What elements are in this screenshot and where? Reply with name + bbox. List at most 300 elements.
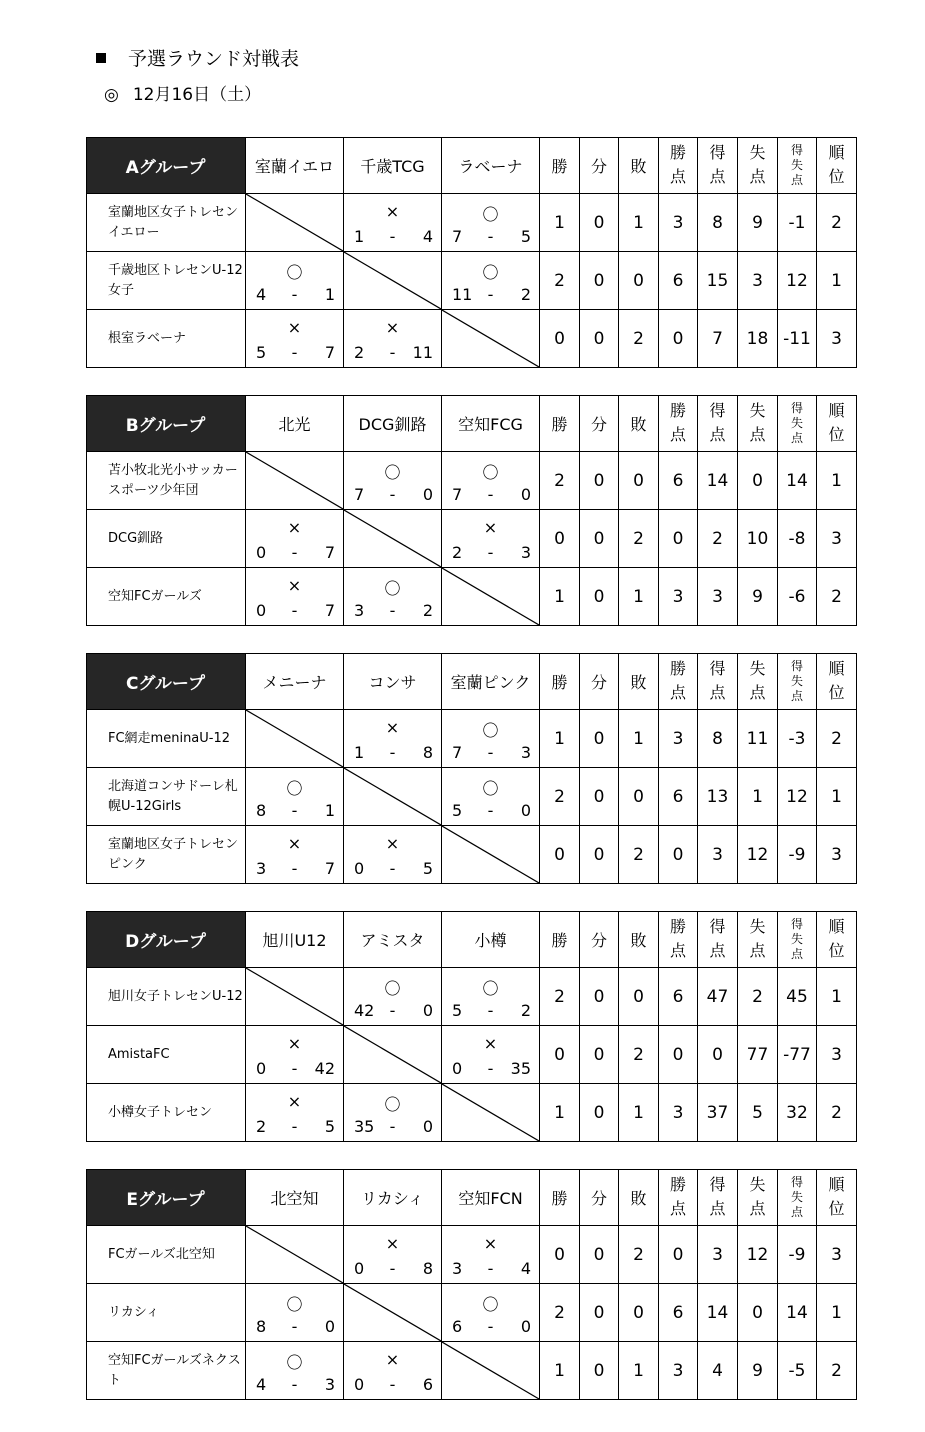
header-char: 順 <box>828 401 845 420</box>
column-header-team: リカシィ <box>344 1169 442 1226</box>
diagonal-line <box>344 1026 441 1083</box>
stat-losses: 1 <box>619 568 659 626</box>
score-dash: - <box>487 1001 494 1020</box>
match-result <box>246 768 344 826</box>
stat-draws: 0 <box>580 194 619 252</box>
match-result <box>246 826 344 884</box>
stat-wins: 2 <box>540 968 580 1026</box>
header-char: 点 <box>749 941 766 960</box>
stat-rank: 1 <box>817 768 857 826</box>
score-away: 3 <box>520 743 531 762</box>
score-dash: - <box>487 743 494 762</box>
loss-cross-icon: × <box>287 576 302 595</box>
score-away: 3 <box>324 1375 335 1394</box>
loss-cross-icon: × <box>483 1234 498 1253</box>
diagonal-cell <box>246 968 344 1026</box>
header-char: 失 <box>790 415 803 430</box>
team-name: 室蘭地区女子トレセンイエロー <box>86 194 246 252</box>
team-name: リカシィ <box>86 1284 246 1342</box>
score-dash: - <box>291 1117 298 1136</box>
header-char: 順 <box>828 659 845 678</box>
header-char: 得 <box>709 401 726 420</box>
header-char: 位 <box>828 683 845 702</box>
loss-cross-icon: × <box>385 318 400 337</box>
score-away: 0 <box>520 801 531 820</box>
team-name: FC網走meninaU-12 <box>86 710 246 768</box>
match-date: 12月16日（土） <box>132 85 262 105</box>
diagonal-line <box>246 1226 343 1283</box>
stat-points: 0 <box>659 1226 698 1284</box>
score-dash: - <box>291 859 298 878</box>
score-home: 7 <box>452 485 463 504</box>
win-circle-icon: 〇 <box>286 1295 303 1314</box>
score-home: 8 <box>256 801 267 820</box>
score-dash: - <box>389 601 396 620</box>
stat-draws: 0 <box>580 568 619 626</box>
score-away: 7 <box>324 543 335 562</box>
header-char: 失 <box>790 673 803 688</box>
header-goal-diff <box>778 653 817 710</box>
header-char: 得 <box>709 1175 726 1194</box>
header-goals-against <box>738 395 778 452</box>
header-char: 失 <box>790 1189 803 1204</box>
stat-wins: 0 <box>540 510 580 568</box>
stat-losses: 0 <box>619 968 659 1026</box>
win-circle-icon: 〇 <box>384 1095 401 1114</box>
match-result <box>246 252 344 310</box>
stat-wins: 2 <box>540 768 580 826</box>
stat-goal-diff: -77 <box>778 1026 817 1084</box>
stat-wins: 0 <box>540 1226 580 1284</box>
loss-cross-icon: × <box>385 718 400 737</box>
stat-goals-for: 3 <box>698 568 738 626</box>
team-name: 旭川女子トレセンU-12 <box>86 968 246 1026</box>
header-char: 順 <box>828 1175 845 1194</box>
stat-goals-against: 0 <box>738 452 778 510</box>
score-dash: - <box>291 285 298 304</box>
diagonal-line <box>442 1342 539 1399</box>
header-char: 失 <box>749 401 766 420</box>
column-header-team: コンサ <box>344 653 442 710</box>
stat-points: 6 <box>659 968 698 1026</box>
match-result <box>442 968 540 1026</box>
header-goal-diff <box>778 137 817 194</box>
header-char: 点 <box>749 425 766 444</box>
score-dash: - <box>487 227 494 246</box>
stat-wins: 0 <box>540 826 580 884</box>
diagonal-cell <box>344 510 442 568</box>
stat-goals-for: 7 <box>698 310 738 368</box>
header-draw: 分 <box>580 653 619 710</box>
stat-wins: 1 <box>540 1084 580 1142</box>
header-rank <box>817 395 857 452</box>
team-name: AmistaFC <box>86 1026 246 1084</box>
loss-cross-icon: × <box>385 1350 400 1369</box>
stat-losses: 0 <box>619 1284 659 1342</box>
score-dash: - <box>389 1117 396 1136</box>
loss-cross-icon: × <box>483 1034 498 1053</box>
header-char: 得 <box>790 658 803 673</box>
score-home: 1 <box>354 743 365 762</box>
team-name: DCG釧路 <box>86 510 246 568</box>
team-name: 室蘭地区女子トレセンピンク <box>86 826 246 884</box>
score-away: 0 <box>422 485 433 504</box>
score-home: 42 <box>354 1001 375 1020</box>
stat-goals-for: 3 <box>698 1226 738 1284</box>
diagonal-cell <box>344 1284 442 1342</box>
score-away: 7 <box>324 601 335 620</box>
stat-points: 6 <box>659 768 698 826</box>
header-win: 勝 <box>540 653 580 710</box>
score-dash: - <box>389 485 396 504</box>
group-name: Bグループ <box>86 395 246 452</box>
loss-cross-icon: × <box>385 1234 400 1253</box>
column-header-team: 北光 <box>246 395 344 452</box>
score-away: 8 <box>422 1259 433 1278</box>
column-header-team: 空知FCG <box>442 395 540 452</box>
match-result <box>442 768 540 826</box>
team-name: FCガールズ北空知 <box>86 1226 246 1284</box>
group-name: Dグループ <box>86 911 246 968</box>
header-goals-for <box>698 1169 738 1226</box>
score-away: 4 <box>422 227 433 246</box>
stat-rank: 1 <box>817 452 857 510</box>
header-char: 失 <box>749 659 766 678</box>
stat-rank: 2 <box>817 1342 857 1400</box>
stat-rank: 2 <box>817 1084 857 1142</box>
score-home: 0 <box>354 1375 365 1394</box>
column-header-team: DCG釧路 <box>344 395 442 452</box>
stat-rank: 2 <box>817 568 857 626</box>
diagonal-line <box>442 826 539 883</box>
header-char: 位 <box>828 425 845 444</box>
stat-losses: 2 <box>619 826 659 884</box>
match-result <box>442 710 540 768</box>
stat-points: 0 <box>659 826 698 884</box>
stat-losses: 2 <box>619 1026 659 1084</box>
win-circle-icon: 〇 <box>482 979 499 998</box>
score-home: 5 <box>256 343 267 362</box>
header-draw: 分 <box>580 395 619 452</box>
score-dash: - <box>487 1317 494 1336</box>
column-header-team: 室蘭イエロ <box>246 137 344 194</box>
stat-goal-diff: 45 <box>778 968 817 1026</box>
match-result <box>442 510 540 568</box>
score-away: 5 <box>520 227 531 246</box>
stat-goal-diff: -6 <box>778 568 817 626</box>
stat-goals-for: 0 <box>698 1026 738 1084</box>
header-char: 得 <box>709 143 726 162</box>
stat-goals-for: 13 <box>698 768 738 826</box>
match-result <box>246 1084 344 1142</box>
header-char: 点 <box>790 946 803 961</box>
score-home: 2 <box>354 343 365 362</box>
header-loss: 敗 <box>619 137 659 194</box>
header-char: 点 <box>709 941 726 960</box>
stat-goals-for: 14 <box>698 1284 738 1342</box>
match-result <box>246 310 344 368</box>
match-result <box>246 1342 344 1400</box>
stat-losses: 1 <box>619 710 659 768</box>
score-home: 7 <box>354 485 365 504</box>
win-circle-icon: 〇 <box>482 463 499 482</box>
column-header-team: 小樽 <box>442 911 540 968</box>
match-result <box>442 1026 540 1084</box>
stat-rank: 3 <box>817 1226 857 1284</box>
stat-goal-diff: 12 <box>778 768 817 826</box>
header-char: 失 <box>790 157 803 172</box>
header-char: 勝 <box>669 917 686 936</box>
stat-goals-against: 10 <box>738 510 778 568</box>
team-name: 北海道コンサドーレ札幌U-12Girls <box>86 768 246 826</box>
score-away: 8 <box>422 743 433 762</box>
group-table <box>86 137 857 368</box>
score-away: 0 <box>520 485 531 504</box>
header-char: 勝 <box>669 1175 686 1194</box>
header-win: 勝 <box>540 395 580 452</box>
score-home: 11 <box>452 285 473 304</box>
match-result <box>344 1342 442 1400</box>
score-dash: - <box>389 859 396 878</box>
loss-cross-icon: × <box>287 1092 302 1111</box>
diagonal-line <box>344 768 441 825</box>
header-char: 失 <box>749 917 766 936</box>
header-goals-for <box>698 395 738 452</box>
header-win: 勝 <box>540 1169 580 1226</box>
match-result <box>246 1026 344 1084</box>
score-home: 4 <box>256 1375 267 1394</box>
diagonal-line <box>344 510 441 567</box>
win-circle-icon: 〇 <box>286 263 303 282</box>
diagonal-cell <box>246 1226 344 1284</box>
column-header-team: 旭川U12 <box>246 911 344 968</box>
score-dash: - <box>291 343 298 362</box>
stat-goals-against: 2 <box>738 968 778 1026</box>
diagonal-cell <box>246 452 344 510</box>
column-header-team: 北空知 <box>246 1169 344 1226</box>
score-home: 5 <box>452 1001 463 1020</box>
stat-points: 6 <box>659 452 698 510</box>
header-char: 得 <box>709 917 726 936</box>
stat-goals-for: 8 <box>698 194 738 252</box>
stat-goals-against: 5 <box>738 1084 778 1142</box>
stat-rank: 1 <box>817 1284 857 1342</box>
header-char: 勝 <box>669 659 686 678</box>
header-char: 点 <box>709 1199 726 1218</box>
header-char: 点 <box>709 167 726 186</box>
score-home: 8 <box>256 1317 267 1336</box>
stat-losses: 0 <box>619 452 659 510</box>
header-char: 順 <box>828 143 845 162</box>
stat-rank: 3 <box>817 1026 857 1084</box>
stat-wins: 2 <box>540 252 580 310</box>
diagonal-cell <box>442 826 540 884</box>
score-dash: - <box>487 543 494 562</box>
stat-points: 3 <box>659 568 698 626</box>
header-goals-against <box>738 1169 778 1226</box>
stat-points: 0 <box>659 310 698 368</box>
header-rank <box>817 137 857 194</box>
stat-goals-for: 4 <box>698 1342 738 1400</box>
score-away: 7 <box>324 859 335 878</box>
stat-goal-diff: -1 <box>778 194 817 252</box>
score-home: 4 <box>256 285 267 304</box>
match-result <box>246 510 344 568</box>
stat-goal-diff: -3 <box>778 710 817 768</box>
stat-losses: 1 <box>619 1342 659 1400</box>
score-home: 0 <box>256 543 267 562</box>
score-dash: - <box>291 1375 298 1394</box>
win-circle-icon: 〇 <box>482 263 499 282</box>
stat-rank: 2 <box>817 194 857 252</box>
win-circle-icon: 〇 <box>482 779 499 798</box>
header-loss: 敗 <box>619 395 659 452</box>
header-goal-diff <box>778 1169 817 1226</box>
score-home: 2 <box>256 1117 267 1136</box>
score-dash: - <box>291 1059 298 1078</box>
stat-goal-diff: 14 <box>778 452 817 510</box>
group-name: Cグループ <box>86 653 246 710</box>
stat-draws: 0 <box>580 310 619 368</box>
stat-goal-diff: -8 <box>778 510 817 568</box>
header-char: 位 <box>828 167 845 186</box>
diagonal-cell <box>442 1342 540 1400</box>
diagonal-cell <box>246 710 344 768</box>
win-circle-icon: 〇 <box>482 1295 499 1314</box>
header-win: 勝 <box>540 137 580 194</box>
match-result <box>442 1226 540 1284</box>
stat-draws: 0 <box>580 1342 619 1400</box>
header-char: 位 <box>828 941 845 960</box>
diagonal-cell <box>344 768 442 826</box>
header-draw: 分 <box>580 911 619 968</box>
match-result <box>344 968 442 1026</box>
team-name: 千歳地区トレセンU-12女子 <box>86 252 246 310</box>
diagonal-cell <box>246 194 344 252</box>
diagonal-line <box>344 252 441 309</box>
stat-wins: 1 <box>540 710 580 768</box>
score-away: 42 <box>314 1059 335 1078</box>
score-dash: - <box>487 801 494 820</box>
diagonal-line <box>442 568 539 625</box>
header-rank <box>817 911 857 968</box>
stat-goals-for: 15 <box>698 252 738 310</box>
column-header-team: メニーナ <box>246 653 344 710</box>
diagonal-cell <box>344 1026 442 1084</box>
header-char: 点 <box>790 1204 803 1219</box>
header-char: 点 <box>749 683 766 702</box>
stat-points: 6 <box>659 252 698 310</box>
stat-draws: 0 <box>580 1226 619 1284</box>
match-result <box>442 1284 540 1342</box>
stat-losses: 1 <box>619 1084 659 1142</box>
stat-wins: 1 <box>540 1342 580 1400</box>
stat-wins: 2 <box>540 1284 580 1342</box>
header-loss: 敗 <box>619 911 659 968</box>
stat-wins: 1 <box>540 568 580 626</box>
header-char: 点 <box>709 425 726 444</box>
header-draw: 分 <box>580 1169 619 1226</box>
loss-cross-icon: × <box>287 834 302 853</box>
score-away: 6 <box>422 1375 433 1394</box>
stat-points: 0 <box>659 1026 698 1084</box>
stat-losses: 0 <box>619 252 659 310</box>
stat-points: 3 <box>659 1084 698 1142</box>
score-away: 2 <box>520 1001 531 1020</box>
diagonal-line <box>246 710 343 767</box>
group-name: Eグループ <box>86 1169 246 1226</box>
header-points <box>659 137 698 194</box>
stat-points: 3 <box>659 1342 698 1400</box>
header-goal-diff <box>778 911 817 968</box>
header-goals-against <box>738 653 778 710</box>
score-dash: - <box>487 1259 494 1278</box>
header-char: 点 <box>790 430 803 445</box>
header-char: 点 <box>669 941 686 960</box>
header-char: 得 <box>790 916 803 931</box>
score-away: 0 <box>422 1001 433 1020</box>
stat-goal-diff: -9 <box>778 1226 817 1284</box>
score-away: 7 <box>324 343 335 362</box>
score-home: 0 <box>256 601 267 620</box>
score-home: 5 <box>452 801 463 820</box>
score-dash: - <box>389 743 396 762</box>
win-circle-icon: 〇 <box>384 979 401 998</box>
diagonal-cell <box>442 1084 540 1142</box>
header-win: 勝 <box>540 911 580 968</box>
header-rank <box>817 653 857 710</box>
stat-wins: 0 <box>540 310 580 368</box>
header-loss: 敗 <box>619 653 659 710</box>
score-away: 4 <box>520 1259 531 1278</box>
stat-draws: 0 <box>580 452 619 510</box>
match-result <box>442 194 540 252</box>
stat-goals-for: 47 <box>698 968 738 1026</box>
diagonal-cell <box>442 310 540 368</box>
stat-points: 6 <box>659 1284 698 1342</box>
score-home: 35 <box>354 1117 375 1136</box>
score-away: 1 <box>324 801 335 820</box>
score-dash: - <box>291 543 298 562</box>
header-points <box>659 1169 698 1226</box>
stat-points: 3 <box>659 194 698 252</box>
score-away: 1 <box>324 285 335 304</box>
score-dash: - <box>291 1317 298 1336</box>
diagonal-line <box>344 1284 441 1341</box>
loss-cross-icon: × <box>287 1034 302 1053</box>
group-table <box>86 911 857 1142</box>
score-away: 2 <box>520 285 531 304</box>
win-circle-icon: 〇 <box>286 1353 303 1372</box>
header-draw: 分 <box>580 137 619 194</box>
stat-rank: 3 <box>817 510 857 568</box>
stat-goals-for: 3 <box>698 826 738 884</box>
score-home: 7 <box>452 227 463 246</box>
double-circle-icon: ◎ <box>104 85 119 105</box>
stat-goal-diff: 14 <box>778 1284 817 1342</box>
diagonal-cell <box>442 568 540 626</box>
stat-losses: 2 <box>619 310 659 368</box>
header-char: 点 <box>749 167 766 186</box>
page-title: 予選ラウンド対戦表 <box>96 44 299 71</box>
stat-goals-against: 9 <box>738 194 778 252</box>
loss-cross-icon: × <box>385 202 400 221</box>
header-char: 順 <box>828 917 845 936</box>
group-table <box>86 653 857 884</box>
stat-goals-against: 9 <box>738 568 778 626</box>
diagonal-line <box>442 310 539 367</box>
score-home: 0 <box>354 859 365 878</box>
